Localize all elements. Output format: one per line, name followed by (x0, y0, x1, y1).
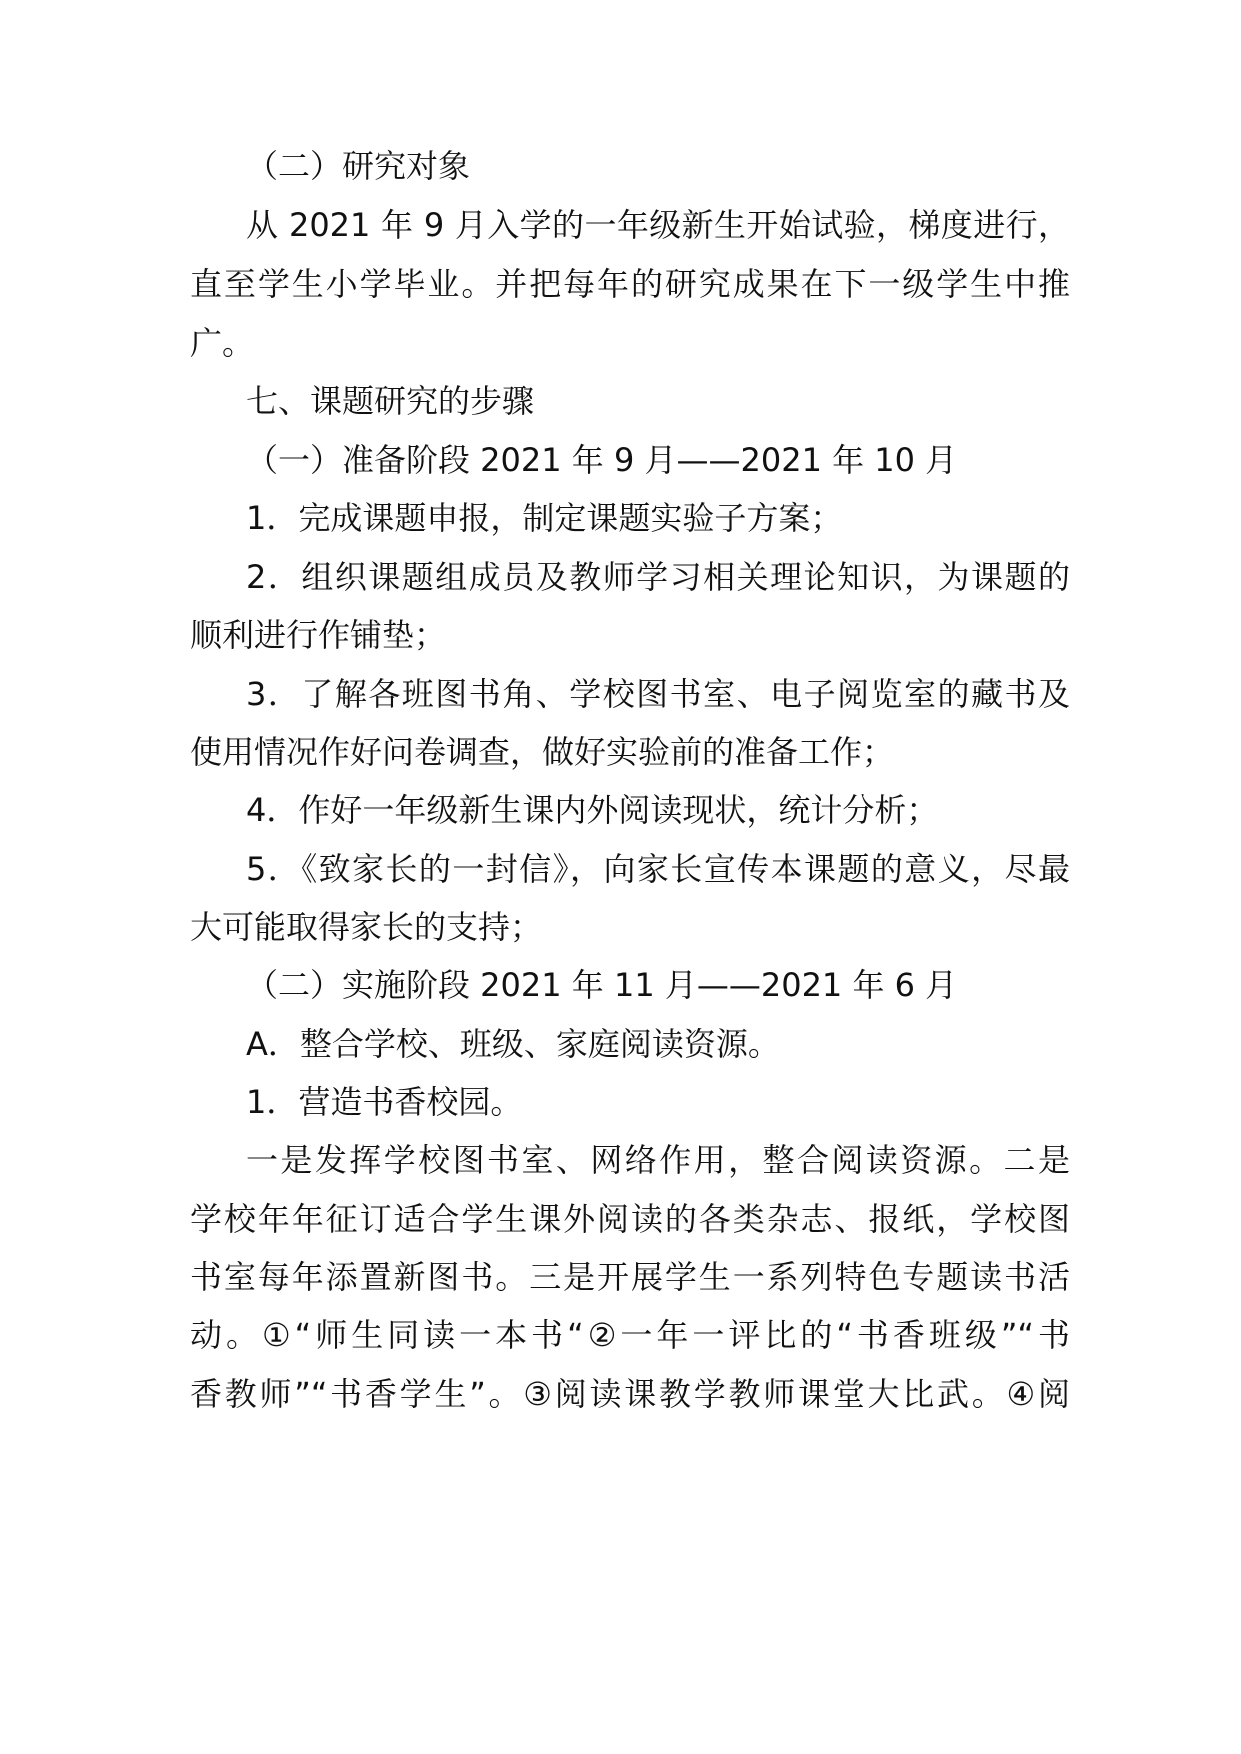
section-heading-research-steps: 七、课题研究的步骤 (246, 382, 535, 420)
stage-heading-implementation: （二）实施阶段 2021 年 11 月——2021 年 6 月 (246, 966, 958, 1004)
paragraph-line: 直至学生小学毕业。并把每年的研究成果在下一级学生中推 (190, 265, 1070, 303)
paragraph-line: 一是发挥学校图书室、网络作用，整合阅读资源。二是 (246, 1141, 1070, 1179)
paragraph-line: 从 2021 年 9 月入学的一年级新生开始试验，梯度进行， (246, 206, 1070, 244)
list-item-continuation: 大可能取得家长的支持； (190, 908, 543, 946)
list-item: 3．了解各班图书角、学校图书室、电子阅览室的藏书及 (246, 675, 1070, 713)
paragraph-line: 香教师”“书香学生”。③阅读课教学教师课堂大比武。④阅 (190, 1375, 1070, 1413)
list-item: 1．营造书香校园。 (246, 1083, 523, 1121)
list-item-continuation: 顺利进行作铺垫； (190, 616, 447, 654)
stage-heading-preparation: （一）准备阶段 2021 年 9 月——2021 年 10 月 (246, 441, 958, 479)
paragraph-line: 学校年年征订适合学生课外阅读的各类杂志、报纸，学校图 (190, 1200, 1070, 1238)
list-item: 4．作好一年级新生课内外阅读现状，统计分析； (246, 791, 939, 829)
list-item: 2．组织课题组成员及教师学习相关理论知识，为课题的 (246, 558, 1070, 596)
section-heading-research-subjects: （二）研究对象 (246, 147, 471, 185)
subsection-heading: A．整合学校、班级、家庭阅读资源。 (246, 1025, 780, 1063)
paragraph-line: 动。①“师生同读一本书“②一年一评比的“书香班级”“书 (190, 1316, 1070, 1354)
list-item: 5．《致家长的一封信》，向家长宣传本课题的意义，尽最 (246, 850, 1070, 888)
paragraph-line: 广。 (190, 324, 255, 362)
list-item-continuation: 使用情况作好问卷调查，做好实验前的准备工作； (190, 733, 895, 771)
paragraph-line: 书室每年添置新图书。三是开展学生一系列特色专题读书活 (190, 1258, 1070, 1296)
list-item: 1．完成课题申报，制定课题实验子方案； (246, 499, 843, 537)
